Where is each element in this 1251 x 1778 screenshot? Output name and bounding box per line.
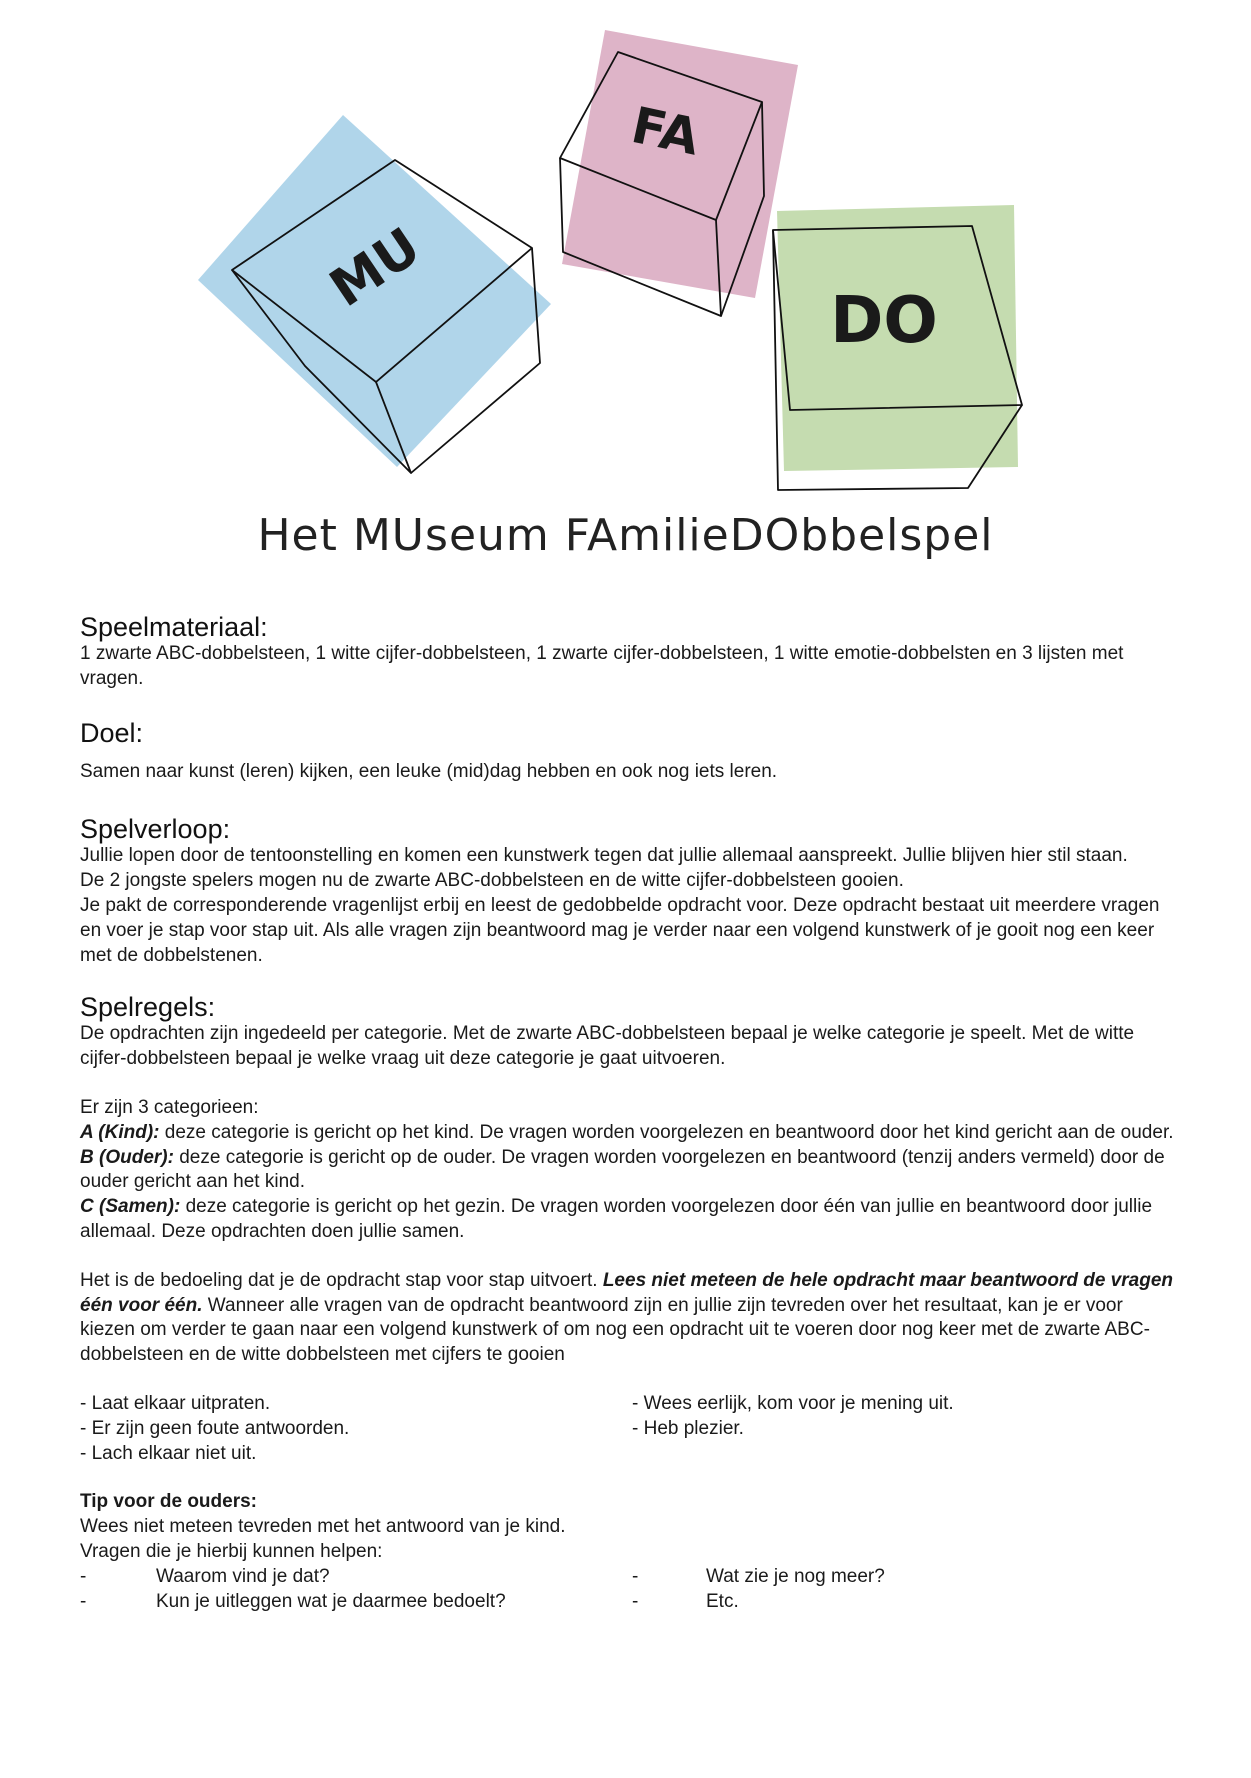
category-c [80,1195,1180,1245]
section-spelverloop [80,814,1180,968]
doel-text: Samen naar kunst (leren) kijken, een leuke (mid)dag hebben en ook nog iets leren. [80,760,778,782]
spelregels-heading: Spelregels: [80,992,216,1023]
tip-dash: - [80,1590,87,1612]
spelregels-intro: De opdrachten zijn ingedeeld per categorie. Met de zwarte ABC-dobbelsteen bepaal je welke categorie je speelt. Met de witte cijfer-dobbelsteen bepaal je welke vraag uit deze categorie je gaat uitvoeren. [80,1023,1135,1070]
cube-do-letters: DO [830,284,938,358]
cube-fa [560,30,798,316]
category-b-label: B (Ouder): [80,1146,174,1168]
rule-item: - Laat elkaar uitpraten. [80,1392,271,1414]
content [80,612,1180,1614]
rule-item: - Er zijn geen foute antwoorden. [80,1417,350,1439]
tip-heading: Tip voor de ouders: [80,1491,258,1513]
page-title: Het MUseum FAmilieDObbelspel [257,510,994,561]
spelregels-note [80,1269,1180,1368]
cube-mu-letters: MU [319,216,432,320]
cube-do [773,205,1022,490]
tip-question: Wat zie je nog meer? [706,1565,885,1587]
note-start: Het is de bedoeling dat je de opdracht stap voor stap uitvoert. [80,1269,603,1291]
spelverloop-p3: Je pakt de corresponderende vragenlijst erbij en leest de gedobbelde opdracht voor. Deze opdracht bestaat uit meerdere vragen en voer je stap voor stap uit. Als alle vragen zijn beantwoord mag je verder naar een volgend kunstwerk of je gooit nog een keer met de dobbelstenen. [80,894,1160,966]
tip-question: Etc. [706,1590,739,1612]
note-emphasis: Lees niet meteen de hele opdracht maar beantwoord de vragen één voor één. [80,1269,1173,1316]
tip-question: Waarom vind je dat? [156,1565,330,1587]
category-c-label: C (Samen): [80,1196,181,1218]
tip-dash: - [632,1565,639,1587]
tip-dash: - [632,1590,639,1612]
speelmateriaal-heading: Speelmateriaal: [80,612,268,642]
tip-row [80,1565,1180,1590]
category-a-text: deze categorie is gericht op het kind. De vragen worden voorgelezen en beantwoord door het kind gericht aan de ouder. [159,1121,1174,1143]
category-b-text: deze categorie is gericht op de ouder. De vragen worden voorgelezen en beantwoord (tenzij anders vermeld) door de ouder gericht aan het kind. [80,1146,1165,1193]
rule-item: - Heb plezier. [632,1417,744,1439]
spelverloop-heading: Spelverloop: [80,814,231,845]
category-a [80,1121,1180,1146]
categories-intro: Er zijn 3 categorieen: [80,1096,259,1118]
tip-line2: Vragen die je hierbij kunnen helpen: [80,1540,383,1562]
cube-fa-letters: FA [626,96,705,167]
mufado-logo [0,0,1251,500]
category-a-label: A (Kind): [80,1121,160,1143]
tip-row [80,1590,1180,1615]
section-tip [80,1490,1180,1614]
tip-question: Kun je uitleggen wat je daarmee bedoelt? [156,1590,506,1612]
section-speelmateriaal [80,612,1180,692]
category-b [80,1146,1180,1196]
section-spelregels [80,992,1180,1466]
rule-item: - Lach elkaar niet uit. [80,1442,257,1464]
doel-heading: Doel: [80,717,144,748]
tip-line1: Wees niet meteen tevreden met het antwoord van je kind. [80,1516,566,1538]
spelverloop-p1: Jullie lopen door de tentoonstelling en komen een kunstwerk tegen dat jullie allemaal aanspreekt. Jullie blijven hier stil staan. [80,845,1128,867]
tip-dash: - [80,1565,87,1587]
category-c-text: deze categorie is gericht op het gezin. De vragen worden voorgelezen door één van jullie en beantwoord door jullie allemaal. Deze opdrachten doen jullie samen. [80,1196,1153,1242]
rules-list [80,1392,1180,1466]
spelverloop-p2: De 2 jongste spelers mogen nu de zwarte ABC-dobbelsteen en de witte cijfer-dobbelsteen gooien. [80,870,904,892]
section-doel [80,718,1180,785]
speelmateriaal-text: 1 zwarte ABC-dobbelsteen, 1 witte cijfer-dobbelsteen, 1 zwarte cijfer-dobbelsteen, 1 witte emotie-dobbelsten en 3 lijsten met vragen. [80,643,1124,689]
cube-mu [198,115,551,473]
rule-item: - Wees eerlijk, kom voor je mening uit. [632,1392,954,1414]
note-end: Wanneer alle vragen van de opdracht beantwoord zijn en jullie zijn tevreden over het resultaat, kan je er voor kiezen om verder te gaan naar een volgend kunstwerk of om nog een opdracht uit te voeren door nog keer met de zwarte ABC-dobbelsteen en de witte dobbelsteen met cijfers te gooien [80,1294,1150,1366]
